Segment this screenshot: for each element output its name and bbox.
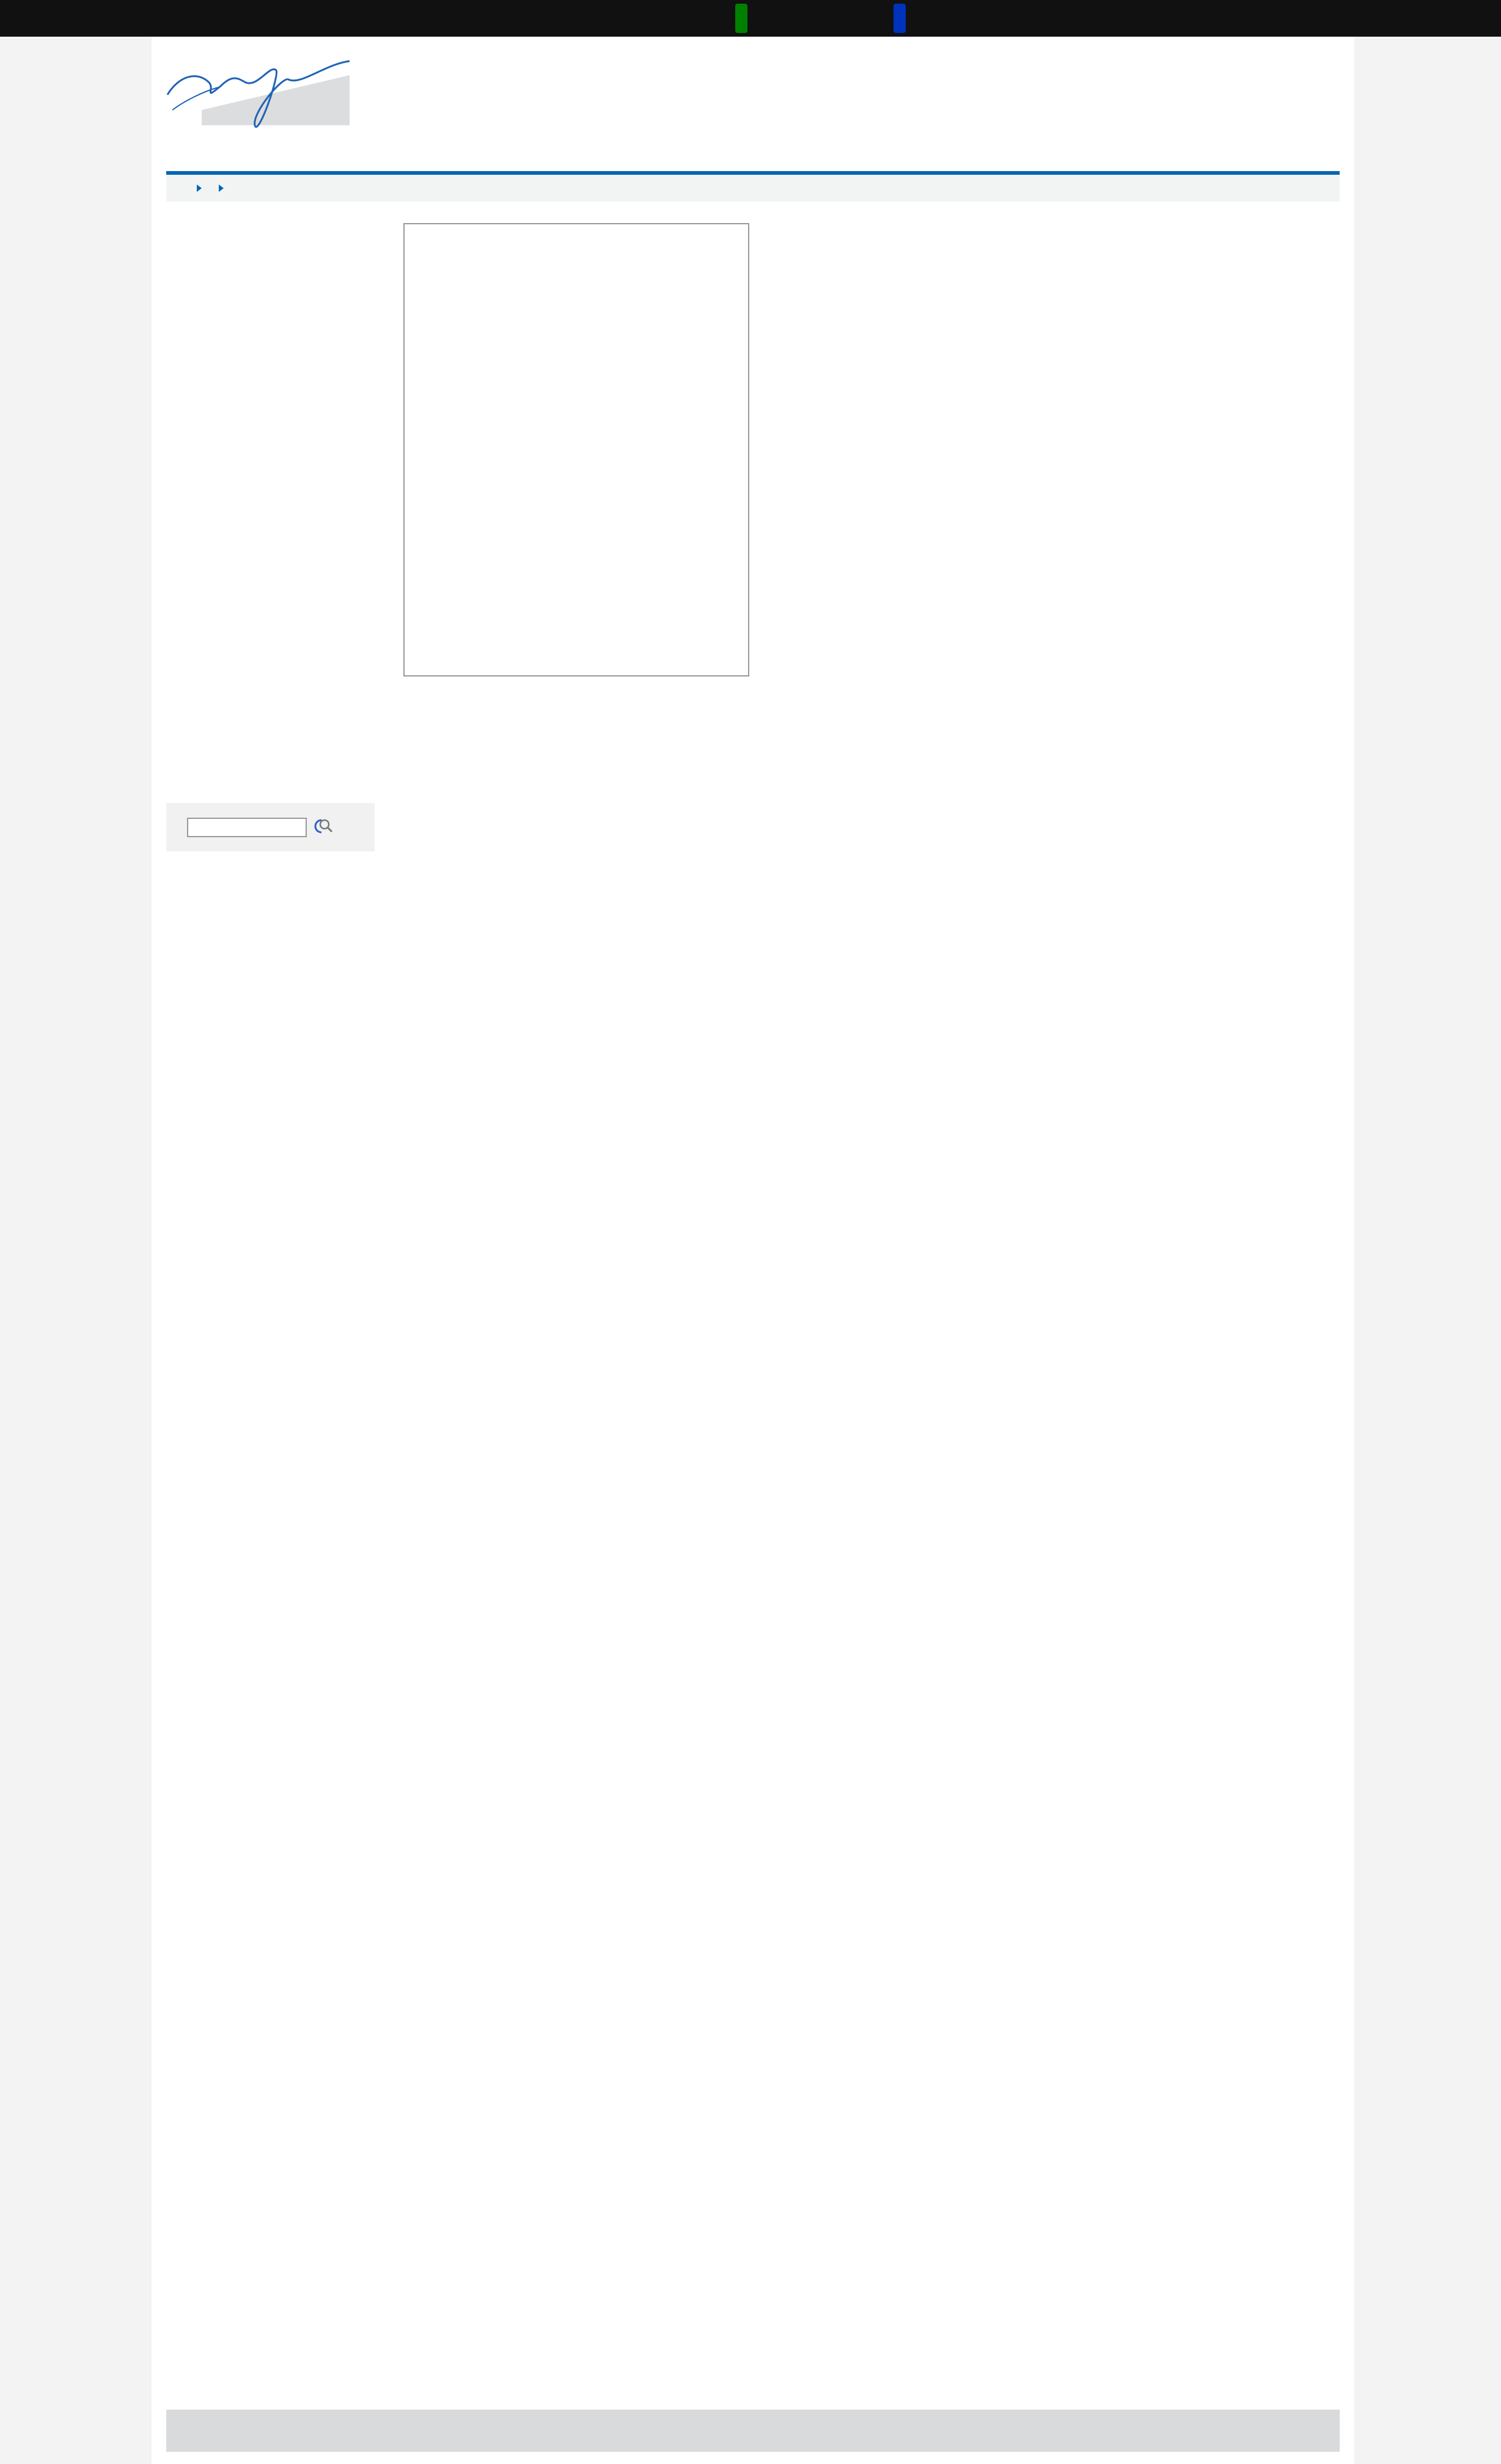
footer: [166, 2410, 1340, 2452]
cookie-banner: [0, 0, 1501, 37]
schedule-image[interactable]: [403, 223, 749, 676]
program-section: [399, 804, 1105, 853]
breadcrumb-arrow-icon: [219, 185, 224, 192]
cookie-accept-button[interactable]: [735, 4, 747, 33]
search-input[interactable]: [187, 818, 307, 837]
breadcrumb-arrow-icon: [197, 185, 202, 192]
accompanying-events: [777, 220, 1480, 241]
logo-signature-icon: [166, 52, 362, 150]
university-logo[interactable]: [166, 52, 362, 150]
breadcrumb: [166, 175, 1340, 202]
search-icon[interactable]: [313, 816, 335, 838]
search-box: [166, 803, 375, 851]
page-container: [152, 37, 1354, 2464]
privacy-policy-button[interactable]: [894, 4, 906, 33]
